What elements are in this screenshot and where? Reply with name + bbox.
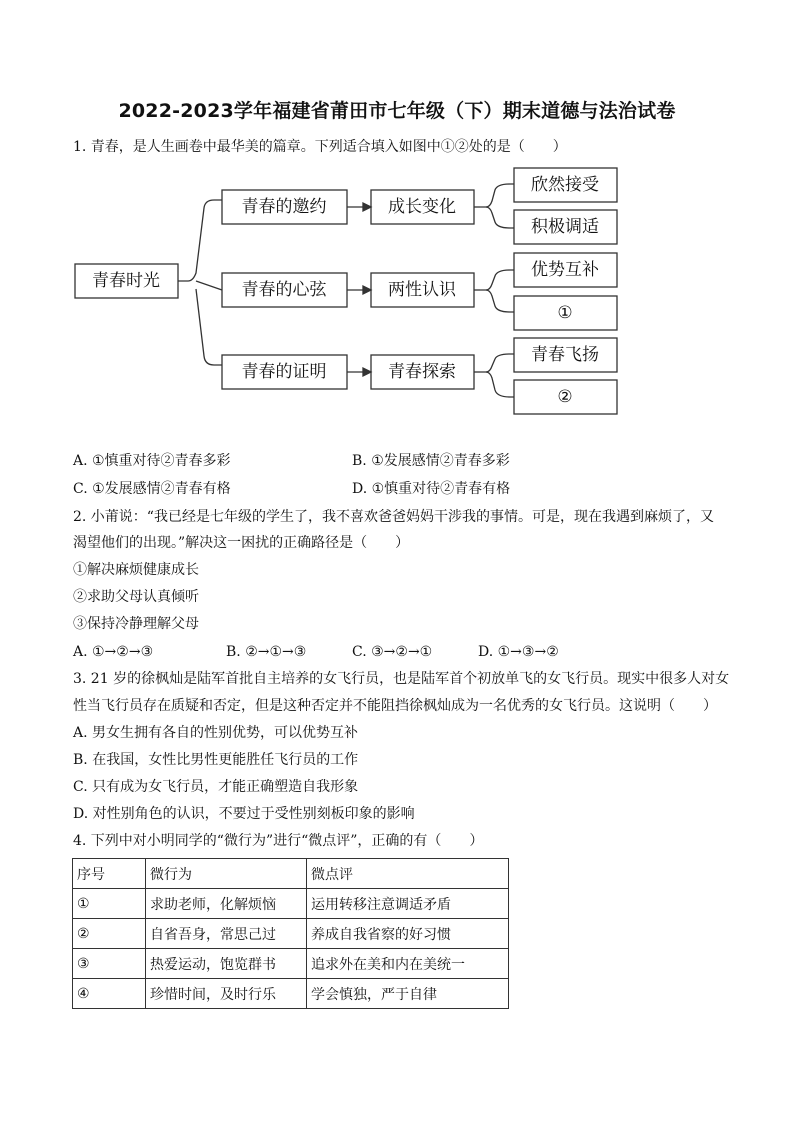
q1-option-c[interactable]: C. ①发展感情②青春有格: [73, 481, 231, 497]
diagram-middle-label-1: 成长变化: [388, 197, 456, 217]
diagram-middle-label-2: 两性认识: [388, 280, 456, 300]
q3-option-b[interactable]: B. 在我国，女性比男性更能胜任飞行员的工作: [73, 752, 359, 768]
q2-stem-line-2: 渴望他们的出现。”解决这一困扰的正确路径是（ ）: [73, 535, 410, 551]
q4-stem: 4. 下列中对小明同学的“微行为”进行“微点评”，正确的有（ ）: [73, 833, 484, 849]
q2-item-1: ①解决麻烦健康成长: [73, 562, 199, 578]
q2-item-3: ③保持冷静理解父母: [73, 616, 199, 632]
table-header-cell: 序号: [73, 859, 146, 889]
table-cell: ②: [73, 919, 146, 949]
q2-option-a[interactable]: A. ①→②→③: [73, 644, 154, 660]
q3-option-c[interactable]: C. 只有成为女飞行员，才能正确塑造自我形象: [73, 779, 359, 795]
diagram-leaf-label-2: 积极调适: [531, 217, 599, 237]
table-cell: 养成自我省察的好习惯: [307, 919, 509, 949]
table-cell: 追求外在美和内在美统一: [307, 949, 509, 979]
q2-option-b[interactable]: B. ②→①→③: [226, 644, 307, 660]
q3-option-a[interactable]: A. 男女生拥有各自的性别优势，可以优势互补: [73, 725, 359, 741]
table-row: [73, 979, 509, 1009]
diagram-leaf-label-1: 欣然接受: [531, 175, 599, 195]
table-cell: 运用转移注意调适矛盾: [307, 889, 509, 919]
q3-stem-line-1: 3. 21 岁的徐枫灿是陆军首批自主培养的女飞行员，也是陆军首个初放单飞的女飞行员。现实中很多人对女: [73, 671, 730, 687]
q1-option-a[interactable]: A. ①慎重对待②青春多彩: [73, 453, 231, 469]
diagram-root-label: 青春时光: [92, 271, 160, 291]
q2-option-c[interactable]: C. ③→②→①: [352, 644, 433, 660]
table-row: [73, 919, 509, 949]
table-cell: 热爱运动，饱览群书: [146, 949, 307, 979]
table-header-cell: 微行为: [146, 859, 307, 889]
diagram-branch-label-3: 青春的证明: [241, 362, 327, 382]
table-row: [73, 889, 509, 919]
q1-option-d[interactable]: D. ①慎重对待②青春有格: [352, 481, 511, 497]
diagram-leaf-label-3: 优势互补: [531, 260, 599, 280]
diagram-middle-label-3: 青春探索: [388, 362, 456, 382]
table-cell: 求助老师，化解烦恼: [146, 889, 307, 919]
diagram-branch-label-2: 青春的心弦: [241, 280, 327, 300]
q3-stem-line-2: 性当飞行员存在质疑和否定，但是这种否定并不能阻挡徐枫灿成为一名优秀的女飞行员。这说明（ ）: [73, 698, 717, 714]
q1-diagram: [0, 160, 794, 460]
table-cell: ④: [73, 979, 146, 1009]
q3-option-d[interactable]: D. 对性别角色的认识，不要过于受性别刻板印象的影响: [73, 806, 415, 822]
table-cell: 珍惜时间，及时行乐: [146, 979, 307, 1009]
table-header-cell: 微点评: [307, 859, 509, 889]
q1-option-b[interactable]: B. ①发展感情②青春多彩: [352, 453, 510, 469]
table-cell: 学会慎独，严于自律: [307, 979, 509, 1009]
q4-table: [72, 858, 509, 1009]
table-row: [73, 949, 509, 979]
page-title: 2022-2023学年福建省莆田市七年级（下）期末道德与法治试卷: [118, 100, 676, 122]
q1-stem: 1. 青春，是人生画卷中最华美的篇章。下列适合填入如图中①②处的是（ ）: [73, 139, 567, 155]
table-cell: 自省吾身，常思己过: [146, 919, 307, 949]
table-cell: ③: [73, 949, 146, 979]
table-cell: ①: [73, 889, 146, 919]
diagram-leaf-label-6: ②: [557, 387, 573, 407]
diagram-branch-label-1: 青春的邀约: [241, 197, 327, 217]
diagram-leaf-label-5: 青春飞扬: [531, 345, 599, 365]
diagram-leaf-label-4: ①: [557, 303, 573, 323]
q2-stem-line-1: 2. 小莆说：“我已经是七年级的学生了，我不喜欢爸爸妈妈干涉我的事情。可是，现在我遇到麻烦了，又: [73, 509, 714, 525]
q2-item-2: ②求助父母认真倾听: [73, 589, 199, 605]
table-header-row: [73, 859, 509, 889]
q2-option-d[interactable]: D. ①→③→②: [478, 644, 559, 660]
